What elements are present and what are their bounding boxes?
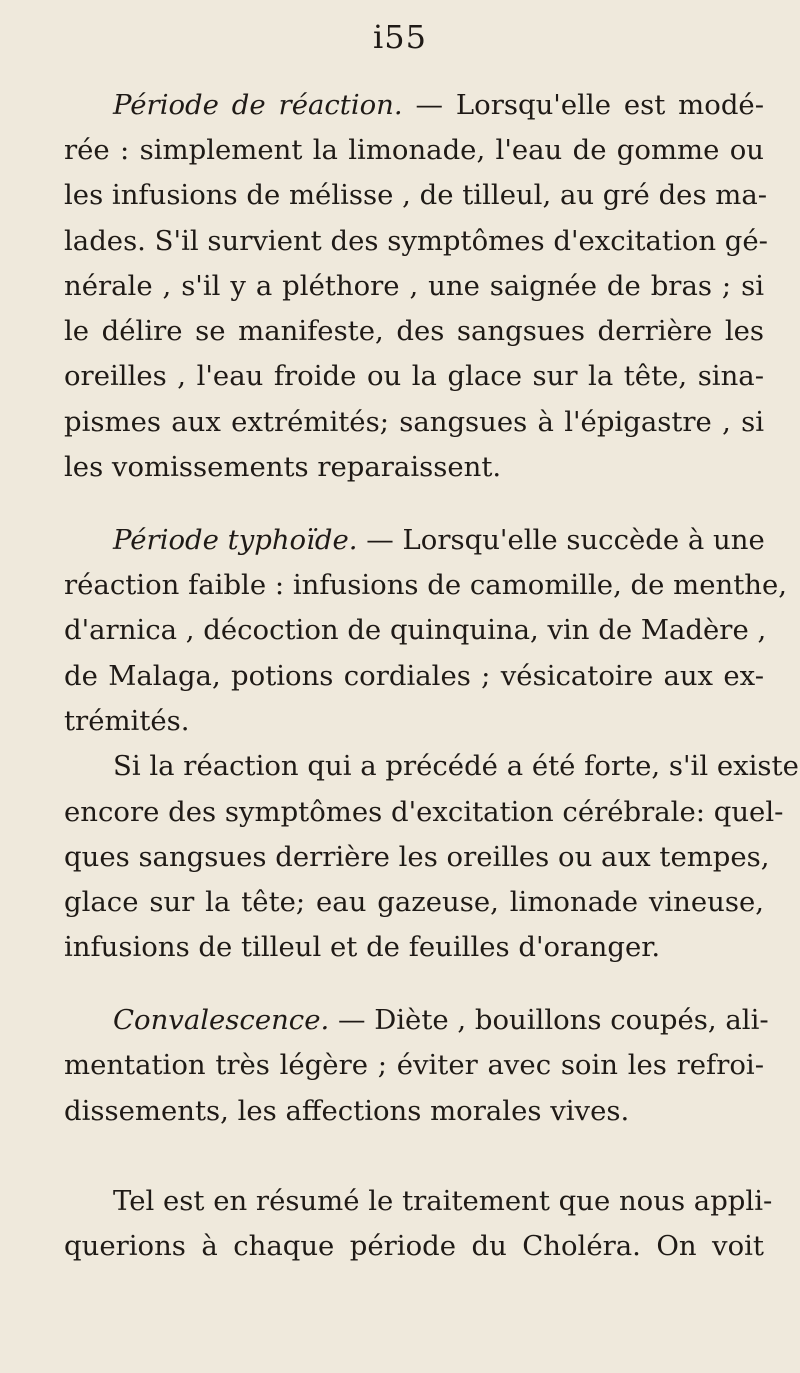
text-line: glace sur la tête; eau gazeuse, limonade vineuse, <box>64 886 764 918</box>
text-line: de Malaga, potions cordiales ; vésicatoire aux ex- <box>64 660 764 692</box>
text-line: Période de réaction. — Lorsqu'elle est modé- <box>113 89 764 121</box>
text-line: oreilles , l'eau froide ou la glace sur la tête, sina- <box>64 360 764 392</box>
text-line: pismes aux extrémités; sangsues à l'épigastre , si <box>64 406 764 438</box>
text-line: Période typhoïde. — Lorsqu'elle succède à une <box>113 524 765 556</box>
text-line: nérale , s'il y a pléthore , une saignée de bras ; si <box>64 270 764 302</box>
text-line: Convalescence. — Diète , bouillons coupés, ali- <box>113 1004 769 1036</box>
page-number: i55 <box>373 18 427 56</box>
text-line: rée : simplement la limonade, l'eau de gomme ou <box>64 134 764 166</box>
text-line: le délire se manifeste, des sangsues derrière les <box>64 315 764 347</box>
text-line: Tel est en résumé le traitement que nous appli- <box>113 1185 773 1217</box>
section-heading: Convalescence. <box>113 1004 330 1036</box>
text-line: encore des symptômes d'excitation cérébrale: quel- <box>64 796 784 828</box>
text-line: ques sangsues derrière les oreilles ou aux tempes, <box>64 841 770 873</box>
text-line: réaction faible : infusions de camomille, de menthe, <box>64 569 788 601</box>
text-line: querions à chaque période du Choléra. On voit <box>64 1230 764 1262</box>
text-line: lades. S'il survient des symptômes d'excitation gé- <box>64 225 768 257</box>
text-line: les vomissements reparaissent. <box>64 451 502 483</box>
text-line: les infusions de mélisse , de tilleul, au gré des ma- <box>64 179 768 211</box>
section-heading: Période typhoïde. <box>113 524 358 556</box>
text-line: d'arnica , décoction de quinquina, vin de Madère , <box>64 614 767 646</box>
text-line: trémités. <box>64 705 190 737</box>
text-line: Si la réaction qui a précédé a été forte, s'il existe <box>113 750 799 782</box>
text-line: mentation très légère ; éviter avec soin les refroi- <box>64 1049 764 1081</box>
text-line: dissements, les affections morales vives. <box>64 1095 630 1127</box>
section-heading: Période de réaction. <box>113 89 403 121</box>
text-line: infusions de tilleul et de feuilles d'oranger. <box>64 931 661 963</box>
